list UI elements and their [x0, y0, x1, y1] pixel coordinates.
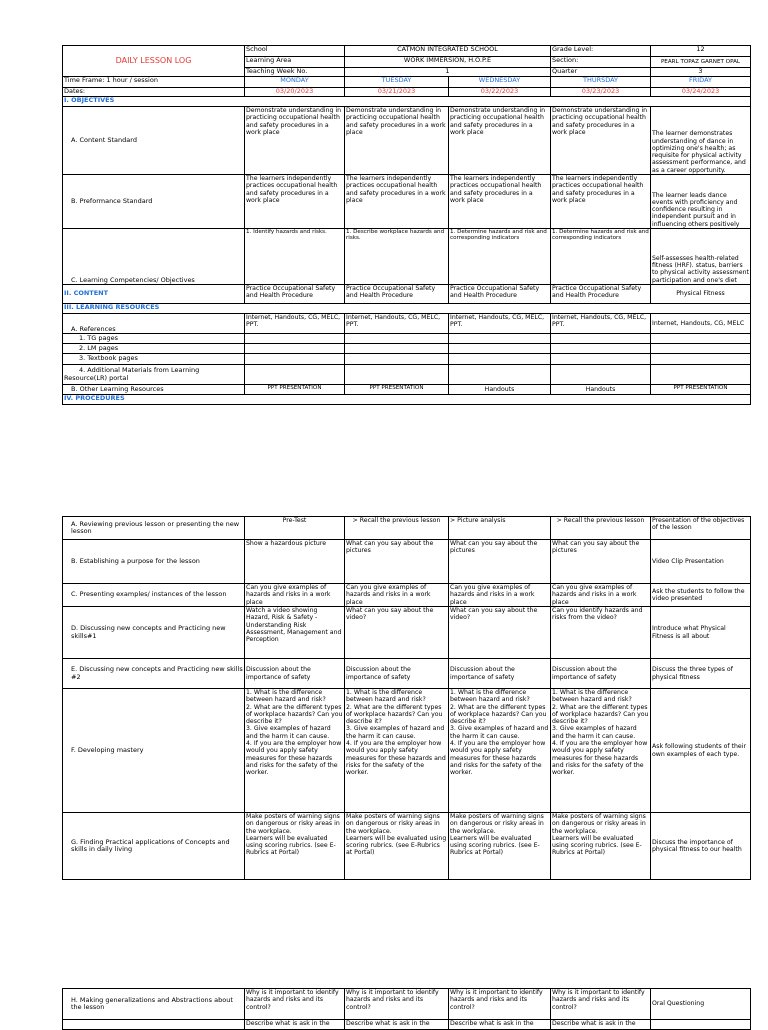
procedure-d-label: D. Discussing new concepts and Practicing new skills#1	[63, 607, 245, 659]
competencies-fri: Self-assesses health-related fitness (HRF). status, barriers to physical activity assessment participation and one's diet	[651, 229, 751, 285]
procedure-a-label: A. Reviewing previous lesson or presenting the new lesson	[63, 517, 245, 540]
procedure-h-mon: Why is it important to identify hazards and risks and its control?	[245, 989, 345, 1020]
references-mon: Internet, Handouts, CG, MELC, PPT.	[245, 314, 345, 334]
procedure-g-label: G. Finding Practical applications of Concepts and skills in daily living	[63, 813, 245, 880]
section-procedures: IV. PROCEDURES	[63, 395, 751, 405]
lm-mon	[245, 344, 345, 354]
procedure-g-wed: Make posters of warning signs on dangerous or risky areas in the workplace. Learners will be evaluated using scoring rubrics. (see E-Rubrics at Portal)	[449, 813, 551, 880]
content-standard-mon: Demonstrate understanding in practicing occupational health and safety procedures in a work place	[245, 107, 345, 175]
section-content: II. CONTENT	[63, 285, 245, 304]
tg-wed	[449, 334, 551, 344]
procedure-c-mon: Can you give examples of hazards and risks in a work place	[245, 584, 345, 607]
content-mon: Practice Occupational Safety and Health Procedure	[245, 285, 345, 304]
procedure-h-wed: Why is it important to identify hazards and risks and its control?	[449, 989, 551, 1020]
additional-mon	[245, 365, 345, 385]
document-title: DAILY LESSON LOG	[63, 46, 245, 77]
procedure-c-label: C. Presenting examples/ instances of the lesson	[63, 584, 245, 607]
date-monday: 03/20/2023	[245, 88, 345, 97]
other-fri: PPT PRESENTATION	[651, 385, 751, 395]
procedure-e-label: E. Discussing new concepts and Practicing new skills #2	[63, 659, 245, 689]
lesson-log-page-1	[62, 45, 750, 405]
procedure-b-thu: What can you say about the pictures	[551, 540, 651, 584]
grade-label: Grade Level:	[551, 46, 651, 57]
procedure-a-tue: > Recall the previous lesson	[345, 517, 449, 540]
procedure-b-wed: What can you say about the pictures	[449, 540, 551, 584]
tg-fri	[651, 334, 751, 344]
content-fri: Physical Fitness	[651, 285, 751, 304]
procedure-i-thu: Describe what is ask in the	[551, 1020, 651, 1030]
procedure-c-fri: Ask the students to follow the video presented	[651, 584, 751, 607]
competencies-label: C. Learning Competencies/ Objectives	[63, 229, 245, 285]
procedure-f-fri: Ask following students of their own examples of each type.	[651, 689, 751, 813]
content-standard-label: A. Content Standard	[63, 107, 245, 175]
date-tuesday: 03/21/2023	[345, 88, 449, 97]
procedure-h-fri: Oral Questioning	[651, 989, 751, 1020]
procedure-b-label: B. Establishing a purpose for the lesson	[63, 540, 245, 584]
timeframe: Time Frame: 1 hour / session	[63, 77, 245, 88]
lm-thu	[551, 344, 651, 354]
date-wednesday: 03/22/2023	[449, 88, 551, 97]
additional-tue	[345, 365, 449, 385]
procedure-f-tue: 1. What is the difference between hazard and risk? 2. What are the different types of workplace hazards? Can you describe it? 3. Give examples of hazard and the harm it can cause. 4. If you are the employer how would you apply safety measures for these hazards and risks for the safety of the worker.	[345, 689, 449, 813]
procedure-c-wed: Can you give examples of hazards and risks in a work place	[449, 584, 551, 607]
content-standard-wed: Demonstrate understanding in practicing occupational health and safety procedures in a work place	[449, 107, 551, 175]
procedure-e-mon: Discussion about the importance of safety	[245, 659, 345, 689]
procedure-g-tue: Make posters of warning signs on dangerous or risky areas in the workplace. Learners will be evaluated using scoring rubrics. (see E-Rubrics at Portal)	[345, 813, 449, 880]
procedure-g-fri: Discuss the importance of physical fitness to our health	[651, 813, 751, 880]
additional-fri	[651, 365, 751, 385]
competencies-wed: 1. Determine hazards and risk and corresponding indicators	[449, 229, 551, 285]
references-thu: Internet, Handouts, CG, MELC, PPT.	[551, 314, 651, 334]
procedure-c-tue: Can you give examples of hazards and risks in a work place	[345, 584, 449, 607]
content-thu: Practice Occupational Safety and Health Procedure	[551, 285, 651, 304]
tg-tue	[345, 334, 449, 344]
procedure-d-wed: What can you say about the video?	[449, 607, 551, 659]
procedure-d-tue: What can you say about the video?	[345, 607, 449, 659]
procedure-i-tue: Describe what is ask in the	[345, 1020, 449, 1030]
references-label: A. References	[63, 314, 245, 334]
other-resources-label: B. Other Learning Resources	[63, 385, 245, 395]
day-tuesday: TUESDAY	[345, 77, 449, 88]
textbook-thu	[551, 354, 651, 365]
additional-wed	[449, 365, 551, 385]
procedure-c-thu: Can you give examples of hazards and risks in a work place	[551, 584, 651, 607]
lm-pages-label: 2. LM pages	[63, 344, 245, 354]
procedure-e-fri: Discuss the three types of physical fitness	[651, 659, 751, 689]
performance-standard-mon: The learners independently practices occupational health and safety procedures in a work place	[245, 175, 345, 229]
lesson-log-table-1	[62, 45, 751, 405]
lm-tue	[345, 344, 449, 354]
lesson-log-page-2	[62, 516, 750, 880]
procedure-d-fri: Introduce what Physical Fitness is all about	[651, 607, 751, 659]
procedure-i-fri	[651, 1020, 751, 1030]
procedure-f-label: F. Developing mastery	[63, 689, 245, 813]
section-label: Section:	[551, 57, 651, 68]
procedure-a-thu: > Recall the previous lesson	[551, 517, 651, 540]
other-thu: Handouts	[551, 385, 651, 395]
other-tue: PPT PRESENTATION	[345, 385, 449, 395]
references-wed: Internet, Handouts, CG, MELC, PPT.	[449, 314, 551, 334]
procedure-h-tue: Why is it important to identify hazards and risks and its control?	[345, 989, 449, 1020]
section-learning-resources: III. LEARNING RESOURCES	[63, 304, 751, 314]
procedure-e-tue: Discussion about the importance of safety	[345, 659, 449, 689]
date-friday: 03/24/2023	[651, 88, 751, 97]
procedure-i-label	[63, 1020, 245, 1030]
content-standard-fri: The learner demonstrates understanding of dance in optimizing one's health; as requisite for physical activity assessment performance, and as a career opportunity.	[651, 107, 751, 175]
day-wednesday: WEDNESDAY	[449, 77, 551, 88]
section-value: PEARL TOPAZ GARNET OPAL	[651, 57, 751, 68]
procedure-i-wed: Describe what is ask in the	[449, 1020, 551, 1030]
week-label: Teaching Week No.	[245, 68, 345, 77]
content-wed: Practice Occupational Safety and Health Procedure	[449, 285, 551, 304]
procedure-g-mon: Make posters of warning signs on dangerous or risky areas in the workplace. Learners will be evaluated using scoring rubrics. (see E-Rubrics at Portal)	[245, 813, 345, 880]
tg-pages-label: 1. TG pages	[63, 334, 245, 344]
competencies-mon: 1. Identify hazards and risks.	[245, 229, 345, 285]
procedure-e-thu: Discussion about the importance of safety	[551, 659, 651, 689]
procedure-a-wed: > Picture analysis	[449, 517, 551, 540]
references-fri: Internet, Handouts, CG, MELC	[651, 314, 751, 334]
procedure-b-tue: What can you say about the pictures	[345, 540, 449, 584]
procedure-f-thu: 1. What is the difference between hazard and risk? 2. What are the different types of workplace hazards? Can you describe it? 3. Give examples of hazard and the harm it can cause. 4. If you are the employer how would you apply safety measures for these hazards and risks for the safety of the worker.	[551, 689, 651, 813]
procedure-a-mon: Pre-Test	[245, 517, 345, 540]
procedure-b-fri: Video Clip Presentation	[651, 540, 751, 584]
school-name: CATMON INTEGRATED SCHOOL	[345, 46, 551, 57]
competencies-thu: 1. Determine hazards and risk and corresponding indicators	[551, 229, 651, 285]
performance-standard-tue: The learners independently practices occupational health and safety procedures in a work place	[345, 175, 449, 229]
performance-standard-thu: The learners independently practices occupational health and safety procedures in a work place	[551, 175, 651, 229]
textbook-tue	[345, 354, 449, 365]
textbook-wed	[449, 354, 551, 365]
procedure-h-thu: Why is it important to identify hazards and risks and its control?	[551, 989, 651, 1020]
content-standard-tue: Demonstrate understanding in practicing occupational health and safety procedures in a work place	[345, 107, 449, 175]
section-objectives: I. OBJECTIVES	[63, 97, 751, 107]
school-label: School	[245, 46, 345, 57]
performance-standard-label: B. Preformance Standard	[63, 175, 245, 229]
date-thursday: 03/23/2023	[551, 88, 651, 97]
other-mon: PPT PRESENTATION	[245, 385, 345, 395]
textbook-fri	[651, 354, 751, 365]
tg-mon	[245, 334, 345, 344]
lm-fri	[651, 344, 751, 354]
textbook-mon	[245, 354, 345, 365]
lesson-log-table-2	[62, 516, 751, 880]
area-label: Learning Area	[245, 57, 345, 68]
day-thursday: THURSDAY	[551, 77, 651, 88]
dates-label: Dates:	[63, 88, 245, 97]
performance-standard-wed: The learners independently practices occupational health and safety procedures in a work place	[449, 175, 551, 229]
procedure-i-mon: Describe what is ask in the	[245, 1020, 345, 1030]
procedure-b-mon: Show a hazardous picture	[245, 540, 345, 584]
lm-wed	[449, 344, 551, 354]
procedure-f-wed: 1. What is the difference between hazard and risk? 2. What are the different types of workplace hazards? Can you describe it? 3. Give examples of hazard and the harm it can cause. 4. If you are the employer how would you apply safety measures for these hazards and risks for the safety of the worker.	[449, 689, 551, 813]
procedure-d-mon: Watch a video showing Hazard, Risk & Safety - Understanding Risk Assessment, Management and Perception	[245, 607, 345, 659]
content-standard-thu: Demonstrate understanding in practicing occupational health and safety procedures in a work place	[551, 107, 651, 175]
procedure-d-thu: Can you identify hazards and risks from the video?	[551, 607, 651, 659]
content-tue: Practice Occupational Safety and Health Procedure	[345, 285, 449, 304]
quarter-value: 3	[651, 68, 751, 77]
other-wed: Handouts	[449, 385, 551, 395]
quarter-label: Quarter	[551, 68, 651, 77]
references-tue: Internet, Handouts, CG, MELC, PPT.	[345, 314, 449, 334]
procedure-f-mon: 1. What is the difference between hazard and risk? 2. What are the different types of workplace hazards? Can you describe it? 3. Give examples of hazard and the harm it can cause. 4. If you are the employer how would you apply safety measures for these hazards and risks for the safety of the worker.	[245, 689, 345, 813]
procedure-a-fri: Presentation of the objectives of the lesson	[651, 517, 751, 540]
procedure-h-label: H. Making generalizations and Abstractions about the lesson	[63, 989, 245, 1020]
learning-area: WORK IMMERSION, H.O.P.E	[345, 57, 551, 68]
week-value: 1	[345, 68, 551, 77]
performance-standard-fri: The learner leads dance events with proficiency and confidence resulting in independent pursuit and in influencing others positively	[651, 175, 751, 229]
textbook-pages-label: 3. Textbook pages	[63, 354, 245, 365]
day-friday: FRIDAY	[651, 77, 751, 88]
additional-thu	[551, 365, 651, 385]
procedure-e-wed: Discussion about the importance of safety	[449, 659, 551, 689]
procedure-g-thu: Make posters of warning signs on dangerous or risky areas in the workplace. Learners will be evaluated using scoring rubrics. (see E-Rubrics at Portal)	[551, 813, 651, 880]
grade-value: 12	[651, 46, 751, 57]
competencies-tue: 1. Describe workplace hazards and risks.	[345, 229, 449, 285]
tg-thu	[551, 334, 651, 344]
day-monday: MONDAY	[245, 77, 345, 88]
additional-materials-label: 4. Additional Materials from Learning Resource(LR) portal	[63, 365, 245, 385]
